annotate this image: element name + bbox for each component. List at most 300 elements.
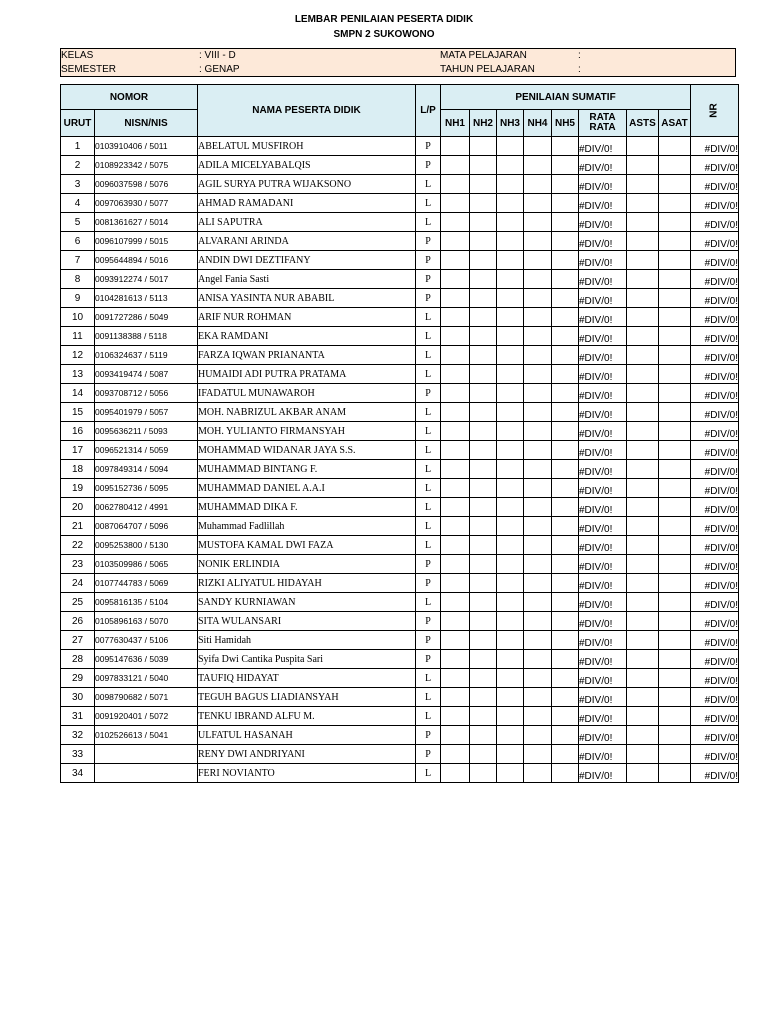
asat-cell xyxy=(659,726,691,745)
row-nisn: 0096107999 / 5015 xyxy=(95,232,198,251)
nh4-cell xyxy=(524,574,552,593)
asat-cell xyxy=(659,498,691,517)
nh2-cell xyxy=(470,612,497,631)
nh2-cell xyxy=(470,251,497,270)
row-rata-rata: #DIV/0! xyxy=(579,555,627,574)
row-gender: L xyxy=(416,669,441,688)
nh5-cell xyxy=(552,631,579,650)
row-number: 15 xyxy=(61,403,95,422)
row-nisn: 0096521314 / 5059 xyxy=(95,441,198,460)
asts-cell xyxy=(627,479,659,498)
nh5-cell xyxy=(552,536,579,555)
table-row xyxy=(61,441,739,460)
nh3-cell xyxy=(497,194,524,213)
nh4-cell xyxy=(524,251,552,270)
nh1-cell xyxy=(441,612,470,631)
row-rata-rata: #DIV/0! xyxy=(579,498,627,517)
nh1-cell xyxy=(441,479,470,498)
row-name: MOH. NABRIZUL AKBAR ANAM xyxy=(198,403,416,422)
asts-cell xyxy=(627,270,659,289)
tahun-label: TAHUN PELAJARAN xyxy=(440,64,535,75)
row-rata-rata: #DIV/0! xyxy=(579,612,627,631)
row-rata-rata: #DIV/0! xyxy=(579,289,627,308)
nh1-cell xyxy=(441,346,470,365)
nh4-cell xyxy=(524,536,552,555)
mapel-label: MATA PELAJARAN xyxy=(440,50,527,61)
table-row xyxy=(61,251,739,270)
nh4-cell xyxy=(524,137,552,156)
row-rata-rata: #DIV/0! xyxy=(579,688,627,707)
nh2-cell xyxy=(470,232,497,251)
table-row xyxy=(61,460,739,479)
row-name: ANDIN DWI DEZTIFANY xyxy=(198,251,416,270)
table-row xyxy=(61,555,739,574)
nh2-cell xyxy=(470,194,497,213)
nh1-cell xyxy=(441,308,470,327)
row-number: 23 xyxy=(61,555,95,574)
row-gender: P xyxy=(416,745,441,764)
asat-cell xyxy=(659,517,691,536)
nh3-cell xyxy=(497,726,524,745)
nh4-cell xyxy=(524,422,552,441)
table-row xyxy=(61,536,739,555)
nh5-cell xyxy=(552,251,579,270)
row-number: 31 xyxy=(61,707,95,726)
row-name: ANISA YASINTA NUR ABABIL xyxy=(198,289,416,308)
nh1-cell xyxy=(441,175,470,194)
nh2-cell xyxy=(470,650,497,669)
header-nr-cell xyxy=(691,85,739,137)
row-name: FERI NOVIANTO xyxy=(198,764,416,783)
row-nisn: 0095816135 / 5104 xyxy=(95,593,198,612)
asts-cell xyxy=(627,213,659,232)
nh1-cell xyxy=(441,156,470,175)
asts-cell xyxy=(627,251,659,270)
asat-cell xyxy=(659,764,691,783)
row-nr: #DIV/0! xyxy=(691,194,739,213)
row-name: MUSTOFA KAMAL DWI FAZA xyxy=(198,536,416,555)
nh3-cell xyxy=(497,612,524,631)
table-row xyxy=(61,650,739,669)
row-gender: P xyxy=(416,232,441,251)
nh4-cell xyxy=(524,346,552,365)
header-nh3: NH3 xyxy=(497,110,524,137)
row-gender: P xyxy=(416,137,441,156)
page-title: LEMBAR PENILAIAN PESERTA DIDIK xyxy=(294,14,474,25)
nh2-cell xyxy=(470,536,497,555)
table-row xyxy=(61,498,739,517)
row-gender: L xyxy=(416,213,441,232)
row-number: 6 xyxy=(61,232,95,251)
asat-cell xyxy=(659,327,691,346)
nh3-cell xyxy=(497,232,524,251)
header-nh5: NH5 xyxy=(552,110,579,137)
nh5-cell xyxy=(552,612,579,631)
row-name: Muhammad Fadlillah xyxy=(198,517,416,536)
row-gender: L xyxy=(416,346,441,365)
row-nisn: 0087064707 / 5096 xyxy=(95,517,198,536)
nh5-cell xyxy=(552,555,579,574)
asat-cell xyxy=(659,270,691,289)
row-nr: #DIV/0! xyxy=(691,764,739,783)
row-name: ARIF NUR ROHMAN xyxy=(198,308,416,327)
row-nisn: 0095401979 / 5057 xyxy=(95,403,198,422)
row-gender: P xyxy=(416,650,441,669)
nh3-cell xyxy=(497,441,524,460)
info-panel xyxy=(60,48,736,77)
semester-label: SEMESTER xyxy=(61,64,117,75)
table-row xyxy=(61,669,739,688)
row-nisn: 0095253800 / 5130 xyxy=(95,536,198,555)
table-row xyxy=(61,213,739,232)
table-row xyxy=(61,574,739,593)
nh4-cell xyxy=(524,707,552,726)
row-rata-rata: #DIV/0! xyxy=(579,137,627,156)
row-gender: P xyxy=(416,726,441,745)
table-row xyxy=(61,384,739,403)
row-gender: L xyxy=(416,479,441,498)
row-number: 12 xyxy=(61,346,95,365)
row-nr: #DIV/0! xyxy=(691,289,739,308)
nh4-cell xyxy=(524,479,552,498)
nh1-cell xyxy=(441,726,470,745)
row-nisn: 0095152736 / 5095 xyxy=(95,479,198,498)
nh3-cell xyxy=(497,650,524,669)
nh2-cell xyxy=(470,479,497,498)
row-name: AHMAD RAMADANI xyxy=(198,194,416,213)
row-number: 22 xyxy=(61,536,95,555)
nh4-cell xyxy=(524,308,552,327)
row-rata-rata: #DIV/0! xyxy=(579,536,627,555)
row-nisn: 0108923342 / 5075 xyxy=(95,156,198,175)
nh1-cell xyxy=(441,593,470,612)
nh4-cell xyxy=(524,213,552,232)
row-nr: #DIV/0! xyxy=(691,669,739,688)
table-row xyxy=(61,137,739,156)
asts-cell xyxy=(627,764,659,783)
header-nh2: NH2 xyxy=(470,110,497,137)
row-gender: P xyxy=(416,270,441,289)
header-nomor: NOMOR xyxy=(61,85,198,110)
row-name: Angel Fania Sasti xyxy=(198,270,416,289)
nh5-cell xyxy=(552,669,579,688)
row-nisn: 0091138388 / 5118 xyxy=(95,327,198,346)
nh3-cell xyxy=(497,688,524,707)
asat-cell xyxy=(659,232,691,251)
nh3-cell xyxy=(497,574,524,593)
nh3-cell xyxy=(497,251,524,270)
nh1-cell xyxy=(441,536,470,555)
school-name: SMPN 2 SUKOWONO xyxy=(333,29,435,40)
nh2-cell xyxy=(470,384,497,403)
nh4-cell xyxy=(524,365,552,384)
nh5-cell xyxy=(552,346,579,365)
asat-cell xyxy=(659,346,691,365)
nh3-cell xyxy=(497,137,524,156)
row-rata-rata: #DIV/0! xyxy=(579,460,627,479)
nh3-cell xyxy=(497,403,524,422)
asts-cell xyxy=(627,574,659,593)
nh5-cell xyxy=(552,327,579,346)
asts-cell xyxy=(627,156,659,175)
row-nr: #DIV/0! xyxy=(691,365,739,384)
row-number: 14 xyxy=(61,384,95,403)
nh5-cell xyxy=(552,498,579,517)
row-nisn xyxy=(95,745,198,764)
nh3-cell xyxy=(497,384,524,403)
nh2-cell xyxy=(470,346,497,365)
row-number: 24 xyxy=(61,574,95,593)
row-number: 26 xyxy=(61,612,95,631)
nh1-cell xyxy=(441,422,470,441)
row-nisn: 0093419474 / 5087 xyxy=(95,365,198,384)
row-number: 11 xyxy=(61,327,95,346)
nh5-cell xyxy=(552,403,579,422)
nh3-cell xyxy=(497,517,524,536)
row-nr: #DIV/0! xyxy=(691,517,739,536)
mapel-value: : xyxy=(578,50,581,61)
nh2-cell xyxy=(470,745,497,764)
table-row xyxy=(61,517,739,536)
nh3-cell xyxy=(497,270,524,289)
nh4-cell xyxy=(524,669,552,688)
row-nr: #DIV/0! xyxy=(691,232,739,251)
row-number: 18 xyxy=(61,460,95,479)
row-gender: L xyxy=(416,308,441,327)
row-nr: #DIV/0! xyxy=(691,536,739,555)
row-nisn: 0095636211 / 5093 xyxy=(95,422,198,441)
nh3-cell xyxy=(497,631,524,650)
row-nr: #DIV/0! xyxy=(691,650,739,669)
nh1-cell xyxy=(441,289,470,308)
row-gender: L xyxy=(416,707,441,726)
row-rata-rata: #DIV/0! xyxy=(579,175,627,194)
asts-cell xyxy=(627,194,659,213)
header-rata-rata xyxy=(579,110,627,137)
nh1-cell xyxy=(441,251,470,270)
nh3-cell xyxy=(497,460,524,479)
row-rata-rata: #DIV/0! xyxy=(579,232,627,251)
row-nisn: 0062780412 / 4991 xyxy=(95,498,198,517)
row-nisn: 0106324637 / 5119 xyxy=(95,346,198,365)
asts-cell xyxy=(627,688,659,707)
nh1-cell xyxy=(441,669,470,688)
asts-cell xyxy=(627,555,659,574)
asts-cell xyxy=(627,365,659,384)
asts-cell xyxy=(627,593,659,612)
row-number: 20 xyxy=(61,498,95,517)
nh4-cell xyxy=(524,156,552,175)
table-row xyxy=(61,631,739,650)
table-row xyxy=(61,365,739,384)
table-row xyxy=(61,593,739,612)
table-row xyxy=(61,612,739,631)
row-gender: L xyxy=(416,536,441,555)
nh5-cell xyxy=(552,574,579,593)
row-name: SANDY KURNIAWAN xyxy=(198,593,416,612)
row-rata-rata: #DIV/0! xyxy=(579,365,627,384)
asts-cell xyxy=(627,612,659,631)
nh5-cell xyxy=(552,137,579,156)
nh5-cell xyxy=(552,365,579,384)
asts-cell xyxy=(627,137,659,156)
asat-cell xyxy=(659,365,691,384)
nh3-cell xyxy=(497,175,524,194)
row-nr: #DIV/0! xyxy=(691,593,739,612)
nh2-cell xyxy=(470,707,497,726)
row-nisn: 0095644894 / 5016 xyxy=(95,251,198,270)
row-nr: #DIV/0! xyxy=(691,745,739,764)
row-rata-rata: #DIV/0! xyxy=(579,327,627,346)
nh5-cell xyxy=(552,745,579,764)
asts-cell xyxy=(627,327,659,346)
row-name: RIZKI ALIYATUL HIDAYAH xyxy=(198,574,416,593)
row-rata-rata: #DIV/0! xyxy=(579,517,627,536)
row-number: 5 xyxy=(61,213,95,232)
row-gender: P xyxy=(416,156,441,175)
nh4-cell xyxy=(524,384,552,403)
row-rata-rata: #DIV/0! xyxy=(579,251,627,270)
nh4-cell xyxy=(524,593,552,612)
row-rata-rata: #DIV/0! xyxy=(579,270,627,289)
row-number: 2 xyxy=(61,156,95,175)
row-nisn: 0077630437 / 5106 xyxy=(95,631,198,650)
nh3-cell xyxy=(497,707,524,726)
asat-cell xyxy=(659,479,691,498)
row-nr: #DIV/0! xyxy=(691,213,739,232)
nh2-cell xyxy=(470,308,497,327)
row-gender: P xyxy=(416,574,441,593)
nh1-cell xyxy=(441,631,470,650)
nh5-cell xyxy=(552,213,579,232)
asat-cell xyxy=(659,156,691,175)
row-nisn xyxy=(95,764,198,783)
nh3-cell xyxy=(497,308,524,327)
row-number: 10 xyxy=(61,308,95,327)
header-nisn: NISN/NIS xyxy=(95,110,198,137)
nh1-cell xyxy=(441,365,470,384)
row-nisn: 0093708712 / 5056 xyxy=(95,384,198,403)
nh4-cell xyxy=(524,270,552,289)
nh1-cell xyxy=(441,137,470,156)
row-gender: L xyxy=(416,593,441,612)
table-row xyxy=(61,422,739,441)
row-gender: L xyxy=(416,422,441,441)
row-name: IFADATUL MUNAWAROH xyxy=(198,384,416,403)
nh2-cell xyxy=(470,498,497,517)
row-name: AGIL SURYA PUTRA WIJAKSONO xyxy=(198,175,416,194)
nh4-cell xyxy=(524,498,552,517)
row-name: TAUFIQ HIDAYAT xyxy=(198,669,416,688)
nh2-cell xyxy=(470,365,497,384)
nh1-cell xyxy=(441,441,470,460)
header-urut: URUT xyxy=(61,110,95,137)
nh1-cell xyxy=(441,384,470,403)
row-gender: L xyxy=(416,688,441,707)
nh2-cell xyxy=(470,555,497,574)
row-rata-rata: #DIV/0! xyxy=(579,479,627,498)
nh4-cell xyxy=(524,764,552,783)
table-row xyxy=(61,764,739,783)
row-nr: #DIV/0! xyxy=(691,308,739,327)
row-number: 13 xyxy=(61,365,95,384)
row-name: RENY DWI ANDRIYANI xyxy=(198,745,416,764)
nh1-cell xyxy=(441,460,470,479)
nh5-cell xyxy=(552,422,579,441)
asts-cell xyxy=(627,422,659,441)
asat-cell xyxy=(659,213,691,232)
nh4-cell xyxy=(524,631,552,650)
row-nisn: 0096037598 / 5076 xyxy=(95,175,198,194)
row-rata-rata: #DIV/0! xyxy=(579,593,627,612)
asts-cell xyxy=(627,175,659,194)
nh3-cell xyxy=(497,479,524,498)
row-nisn: 0097833121 / 5040 xyxy=(95,669,198,688)
row-nr: #DIV/0! xyxy=(691,688,739,707)
table-row xyxy=(61,289,739,308)
nh2-cell xyxy=(470,270,497,289)
nh3-cell xyxy=(497,593,524,612)
row-number: 34 xyxy=(61,764,95,783)
table-row xyxy=(61,403,739,422)
nh2-cell xyxy=(470,327,497,346)
table-body xyxy=(61,137,739,783)
row-gender: P xyxy=(416,384,441,403)
row-name: FARZA IQWAN PRIANANTA xyxy=(198,346,416,365)
row-nisn: 0091920401 / 5072 xyxy=(95,707,198,726)
row-rata-rata: #DIV/0! xyxy=(579,631,627,650)
nh3-cell xyxy=(497,669,524,688)
nh4-cell xyxy=(524,688,552,707)
nh2-cell xyxy=(470,460,497,479)
table-row xyxy=(61,156,739,175)
row-nr: #DIV/0! xyxy=(691,479,739,498)
asts-cell xyxy=(627,308,659,327)
nh3-cell xyxy=(497,498,524,517)
row-nr: #DIV/0! xyxy=(691,441,739,460)
row-gender: L xyxy=(416,327,441,346)
nh2-cell xyxy=(470,631,497,650)
nh4-cell xyxy=(524,232,552,251)
row-rata-rata: #DIV/0! xyxy=(579,194,627,213)
table-row xyxy=(61,346,739,365)
row-rata-rata: #DIV/0! xyxy=(579,346,627,365)
nh3-cell xyxy=(497,555,524,574)
nh4-cell xyxy=(524,194,552,213)
nh1-cell xyxy=(441,232,470,251)
row-number: 7 xyxy=(61,251,95,270)
asts-cell xyxy=(627,498,659,517)
row-nisn: 0103910406 / 5011 xyxy=(95,137,198,156)
header-sumatif: PENILAIAN SUMATIF xyxy=(441,85,691,110)
row-nr: #DIV/0! xyxy=(691,156,739,175)
table-row xyxy=(61,745,739,764)
nh1-cell xyxy=(441,498,470,517)
nh4-cell xyxy=(524,517,552,536)
row-nr: #DIV/0! xyxy=(691,175,739,194)
row-name: ALVARANI ARINDA xyxy=(198,232,416,251)
table-row xyxy=(61,726,739,745)
asat-cell xyxy=(659,251,691,270)
row-nr: #DIV/0! xyxy=(691,498,739,517)
row-name: NONIK ERLINDIA xyxy=(198,555,416,574)
asat-cell xyxy=(659,441,691,460)
row-number: 16 xyxy=(61,422,95,441)
row-gender: L xyxy=(416,498,441,517)
nh3-cell xyxy=(497,536,524,555)
header-nr: NR xyxy=(708,103,720,118)
nh3-cell xyxy=(497,289,524,308)
